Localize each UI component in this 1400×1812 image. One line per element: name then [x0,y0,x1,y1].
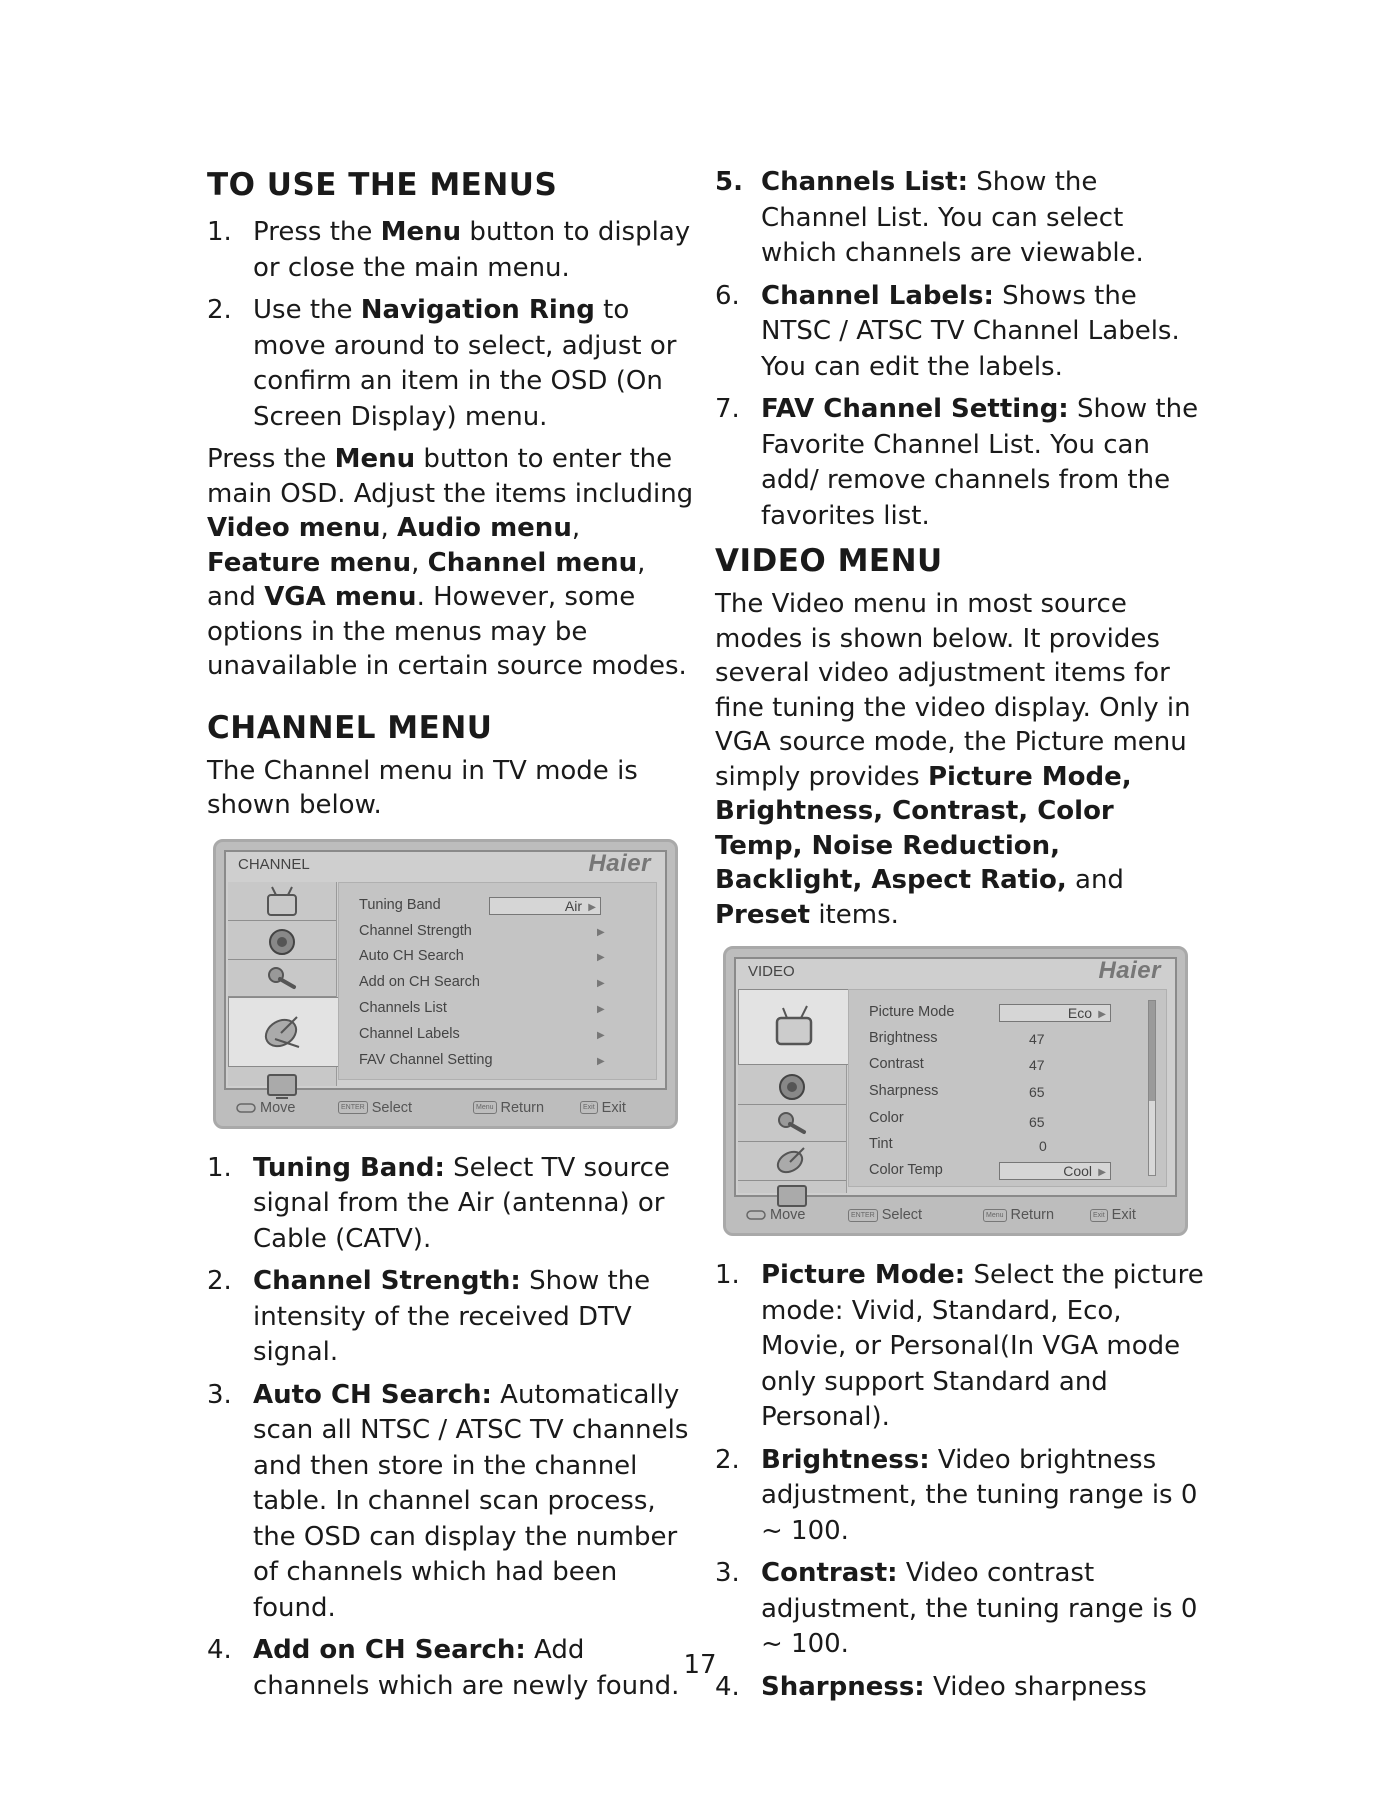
right-arrow-icon: ▶ [1098,1167,1106,1178]
option-sharpness[interactable]: Sharpness [869,1083,939,1099]
option-tint[interactable]: Tint [869,1136,893,1152]
right-arrow-icon: ▶ [1098,1009,1106,1020]
osd-footer [738,1205,1173,1227]
video-osd-screenshot [723,946,1188,1236]
list-item: 1. Picture Mode: Select the picture mode: Vivid, Standard, Eco, Movie, or Personal(In VGA mode only support Standard and Personal). [715,1260,1204,1432]
option-channel-strength[interactable]: Channel Strength [359,922,472,939]
osd-title: CHANNEL [238,855,310,873]
picture-mode-value: Eco [1067,1005,1092,1021]
right-arrow-icon: ▶ [597,977,605,989]
right-arrow-icon: ▶ [588,901,596,913]
tv-icon [738,989,849,1065]
footer-exit: Exit Exit [1090,1207,1136,1223]
list-item: 2. Channel Strength: Show the intensity of the received DTV signal. [207,1266,651,1367]
option-contrast[interactable]: Contrast [869,1056,924,1072]
option-channel-labels[interactable]: Channel Labels [359,1025,460,1042]
color-temp-value: Cool [1063,1163,1092,1179]
picture-mode-value-box[interactable] [999,1004,1111,1022]
list-item: 2. Brightness: Video brightness adjustment, the tuning range is 0 ~ 100. [715,1444,1198,1546]
option-picture-mode[interactable]: Picture Mode [869,1004,955,1020]
tuning-band-value: Air [564,897,582,914]
enter-key-icon: ENTER [338,1101,368,1114]
option-color[interactable]: Color [869,1110,904,1126]
heading-to-use-the-menus: TO USE THE MENUS [207,167,558,203]
enter-key-icon: ENTER [848,1209,878,1222]
video-items-list [715,1258,1205,1705]
list-item: 2. Use the Navigation Ring to move around to select, adjust or confirm an item in the OSD (On Screen Display) menu. [207,295,677,432]
osd-options-panel [338,882,657,1080]
tint-value: 0 [1039,1138,1047,1154]
haier-logo: Haier [1098,957,1161,984]
list-item: 3. Contrast: Video contrast adjustment, the tuning range is 0 ~ 100. [715,1558,1198,1659]
option-tuning-band[interactable]: Tuning Band [359,896,441,913]
right-arrow-icon: ▶ [597,1055,605,1067]
right-arrow-icon: ▶ [597,951,605,963]
list-item: 3. Auto CH Search: Automatically scan all NTSC / ATSC TV channels and then store in the channel table. In channel scan process, the OSD can display the number of channels which had been found. [207,1379,689,1623]
osd-title: VIDEO [748,963,795,980]
heading-channel-menu: CHANNEL MENU [207,709,493,746]
satellite-dish-icon [738,1142,846,1181]
option-auto-ch-search[interactable]: Auto CH Search [359,947,464,964]
footer-select: ENTER Select [338,1100,412,1116]
channel-items-list [207,1151,697,1705]
osd-options-panel [848,989,1167,1187]
haier-logo: Haier [588,849,651,877]
list-item: 6. Channel Labels: Shows the NTSC / ATSC TV Channel Labels. You can edit the labels. [715,280,1180,382]
osd-sidebar [228,882,337,1086]
menus-paragraph: Press the Menu button to enter the main OSD. Adjust the items including Video menu, Audio menu, Feature menu, Channel menu, and VGA menu. However, some options in the menus may be unavailable in certain source modes. [207,444,694,681]
color-value: 65 [1029,1114,1045,1130]
contrast-value: 47 [1029,1057,1045,1073]
list-item: 7. FAV Channel Setting: Show the Favorite Channel List. You can add/ remove channels from the favorites list. [715,394,1199,531]
option-channels-list[interactable]: Channels List [359,999,447,1016]
page-number: 17 [683,1650,717,1680]
exit-key-icon: Exit [580,1101,598,1114]
right-column [715,165,1205,1712]
video-paragraph: The Video menu in most source modes is shown below. It provides several video adjustment items for fine tuning the video display. Only in VGA source mode, the Picture menu simply provides Picture Mode, Brightness, Contrast, Color Temp, Noise Reduction, Backlight, Aspect Ratio, and Preset items. [715,589,1191,930]
speaker-icon [738,1066,846,1105]
menu-key-icon: Menu [983,1209,1007,1222]
channel-items-list-continued [715,165,1205,534]
left-column [207,165,697,1711]
option-add-on-ch-search[interactable]: Add on CH Search [359,973,480,990]
channel-intro: The Channel menu in TV mode is shown below. [207,755,638,820]
footer-move: Move [746,1207,805,1223]
option-fav-channel-setting[interactable]: FAV Channel Setting [359,1051,493,1068]
heading-video-menu: VIDEO MENU [715,543,943,579]
feature-icon [228,960,336,997]
osd-sidebar [738,989,847,1193]
scrollbar[interactable] [1148,1000,1156,1176]
sharpness-value: 65 [1029,1084,1045,1100]
footer-return: Menu Return [473,1100,544,1116]
option-color-temp[interactable]: Color Temp [869,1162,943,1178]
feature-icon [738,1105,846,1142]
tv-icon [228,882,336,921]
nav-ring-icon [746,1210,766,1220]
exit-key-icon: Exit [1090,1209,1108,1222]
footer-exit: Exit Exit [580,1100,626,1116]
option-brightness[interactable]: Brightness [869,1030,938,1046]
footer-move: Move [236,1100,295,1116]
menu-key-icon: Menu [473,1101,497,1114]
right-arrow-icon: ▶ [597,926,605,938]
list-item: 4. Sharpness: Video sharpness [715,1671,1147,1702]
satellite-dish-icon [228,997,339,1067]
right-arrow-icon: ▶ [597,1029,605,1041]
color-temp-value-box[interactable] [999,1162,1111,1180]
right-arrow-icon: ▶ [597,1003,605,1015]
brightness-value: 47 [1029,1031,1045,1047]
menus-list [207,215,697,435]
nav-ring-icon [236,1103,256,1113]
speaker-icon [228,921,336,960]
footer-return: Menu Return [983,1207,1054,1223]
footer-select: ENTER Select [848,1207,922,1223]
list-item: 5. Channels List: Show the Channel List. You can select which channels are viewable. [715,167,1144,268]
list-item: 1. Tuning Band: Select TV source signal from the Air (antenna) or Cable (CATV). [207,1152,670,1254]
channel-osd-screenshot [213,839,678,1129]
list-item: 1. Press the Menu button to display or close the main menu. [207,217,691,283]
osd-footer [228,1098,663,1120]
scrollbar-thumb[interactable] [1149,1001,1155,1101]
tuning-band-value-box[interactable] [489,897,601,915]
list-item: 4. Add on CH Search: Add channels which are newly found. [207,1635,680,1701]
